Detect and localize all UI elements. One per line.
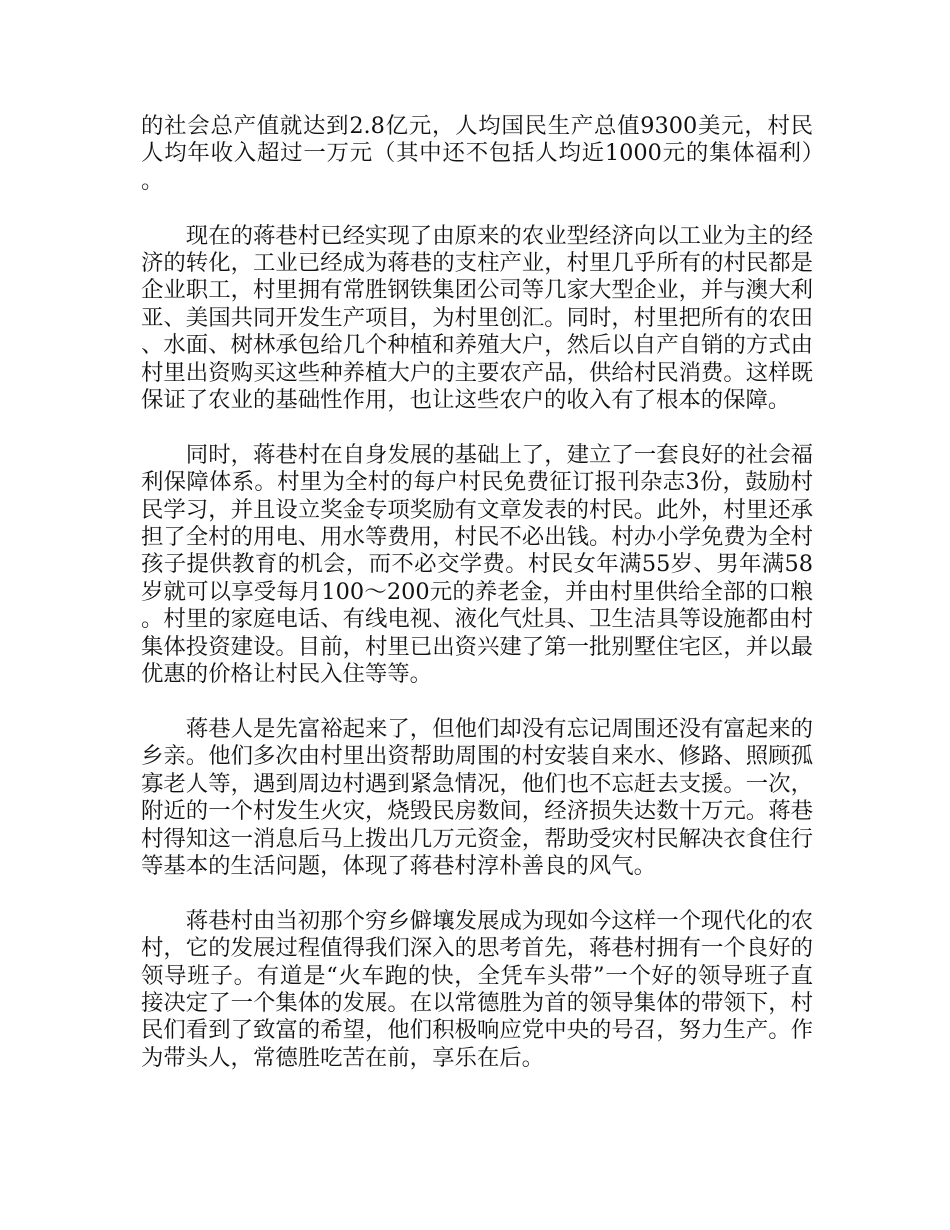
paragraph-4: 蒋巷人是先富裕起来了，但他们却没有忘记周围还没有富起来的乡亲。他们多次由村里出资帮助周围的村安装自来水、修路、照顾孤寡老人等，遇到周边村遇到紧急情况，他们也不忘赶去支援。一次，附近的一个村发生火灾，烧毁民房数间，经济损失达数十万元。蒋巷村得知这一消息后马上拨出几万元资金，帮助受灾村民解决衣食住行等基本的生活问题，体现了蒋巷村淳朴善良的风气。 — [141, 715, 813, 879]
paragraph-2: 现在的蒋巷村已经实现了由原来的农业型经济向以工业为主的经济的转化，工业已经成为蒋巷的支柱产业，村里几乎所有的村民都是企业职工，村里拥有常胜钢铁集团公司等几家大型企业，并与澳大利亚、美国共同开发生产项目，为村里创汇。同时，村里把所有的农田、水面、树林承包给几个种植和养殖大户，然后以自产自销的方式由村里出资购买这些种养植大户的主要农产品，供给村民消费。这样既保证了农业的基础性作用，也让这些农户的收入有了根本的保障。 — [141, 222, 813, 414]
document-body — [141, 113, 813, 1072]
paragraph-3: 同时，蒋巷村在自身发展的基础上了，建立了一套良好的社会福利保障体系。村里为全村的每户村民免费征订报刊杂志3份，鼓励村民学习，并且设立奖金专项奖励有文章发表的村民。此外，村里还承担了全村的用电、用水等费用，村民不必出钱。村办小学免费为全村孩子提供教育的机会，而不必交学费。村民女年满55岁、男年满58岁就可以享受每月100～200元的养老金，并由村里供给全部的口粮。村里的家庭电话、有线电视、液化气灶具、卫生洁具等设施都由村集体投资建设。目前，村里已出资兴建了第一批别墅住宅区，并以最优惠的价格让村民入住等等。 — [141, 441, 813, 688]
paragraph-1: 的社会总产值就达到2.8亿元，人均国民生产总值9300美元，村民人均年收入超过一万元（其中还不包括人均近1000元的集体福利）。 — [141, 113, 813, 194]
paragraph-5: 蒋巷村由当初那个穷乡僻壤发展成为现如今这样一个现代化的农村，它的发展过程值得我们深入的思考首先，蒋巷村拥有一个良好的领导班子。有道是“火车跑的快，全凭车头带”一个好的领导班子直接决定了一个集体的发展。在以常德胜为首的领导集体的带领下，村民们看到了致富的希望，他们积极响应党中央的号召，努力生产。作为带头人，常德胜吃苦在前，享乐在后。 — [141, 907, 813, 1071]
